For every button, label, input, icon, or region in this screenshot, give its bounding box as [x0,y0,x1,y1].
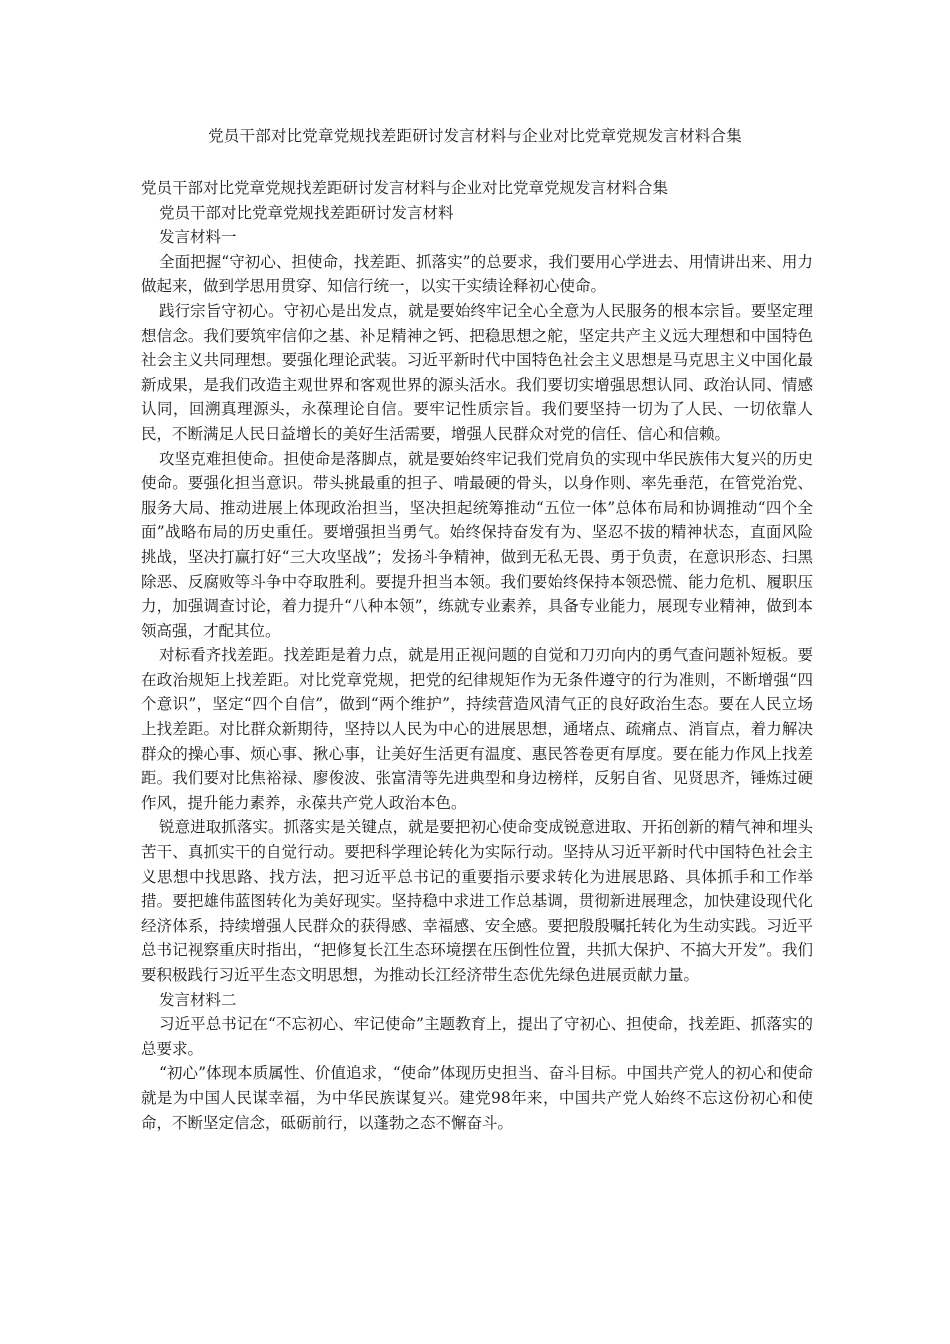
section-label-2: 发言材料二 [159,990,237,1009]
paragraph: 攻坚克难担使命。担使命是落脚点，就是要始终牢记我们党肩负的实现中华民族伟大复兴的历史使命。要强化担当意识。带头挑最重的担子、啃最硬的骨头，以身作则、率先垂范，在管党治党、服务大局、推动进展上体现政治担当，坚决担起统筹推动“五位一体”总体布局和协调推动“四个全面”战略布局的历史重任。要增强担当勇气。始终保持奋发有为、坚忍不拔的精神状态，直面风险挑战，坚决打赢打好“三大攻坚战”；发扬斗争精神，做到无私无畏、勇于负责，在意识形态、扫黑除恶、反腐败等斗争中夺取胜利。要提升担当本领。我们要始终保持本领恐慌、能力危机、履职压力，加强调查讨论，着力提升“八种本领”，练就专业素养，具备专业能力，展现专业精神，做到本领高强，才配其位。 [141,449,813,640]
paragraph: 习近平总书记在“不忘初心、牢记使命”主题教育上，提出了守初心、担使命，找差距、抓落实的总要求。 [141,1015,813,1058]
paragraph: “初心”体现本质属性、价值追求，“使命”体现历史担当、奋斗目标。中国共产党人的初心和使命就是为中国人民谋幸福，为中华民族谋复兴。建党98年来，中国共产党人始终不忘这份初心和使命，不断坚定信念，砥砺前行，以蓬勃之态不懈奋斗。 [141,1064,813,1132]
section-label-1: 发言材料一 [159,228,237,247]
paragraph: 全面把握“守初心、担使命，找差距、抓落实”的总要求，我们要用心学进去、用情讲出来、用力做起来，做到学思用贯穿、知信行统一，以实干实绩诠释初心使命。 [141,252,813,296]
paragraph: 对标看齐找差距。找差距是着力点，就是用正视问题的自觉和刀刃向内的勇气查问题补短板。要在政治规矩上找差距。对比党章党规，把党的纪律规矩作为无条件遵守的行为准则，不断增强“四个意识”，坚定“四个自信”，做到“两个维护”，持续营造风清气正的良好政治生态。要在人民立场上找差距。对比群众新期待，坚持以人民为中心的进展思想，通堵点、疏痛点、消盲点，着力解决群众的操心事、烦心事、揪心事，让美好生活更有温度、惠民答卷更有厚度。要在能力作风上找差距。我们要对比焦裕禄、廖俊波、张富清等先进典型和身边榜样，反躬自省、见贤思齐，锤炼过硬作风，提升能力素养，永葆共产党人政治本色。 [141,646,813,812]
heading-sub: 党员干部对比党章党规找差距研讨发言材料 [159,203,454,222]
document-title: 党员干部对比党章党规找差距研讨发言材料与企业对比党章党规发言材料合集 [208,127,742,145]
heading-main: 党员干部对比党章党规找差距研讨发言材料与企业对比党章党规发言材料合集 [141,179,669,197]
document-body [141,176,813,1135]
paragraph: 践行宗旨守初心。守初心是出发点，就是要始终牢记全心全意为人民服务的根本宗旨。要坚定理想信念。我们要筑牢信仰之基、补足精神之钙、把稳思想之舵，坚定共产主义远大理想和中国特色社会主义共同理想。要强化理论武装。习近平新时代中国特色社会主义思想是马克思主义中国化最新成果，是我们改造主观世界和客观世界的源头活水。我们要切实增强思想认同、政治认同、情感认同，回溯真理源头，永葆理论自信。要牢记性质宗旨。我们要坚持一切为了人民、一切依靠人民，不断满足人民日益增长的美好生活需要，增强人民群众对党的信任、信心和信赖。 [141,301,813,443]
paragraph: 锐意进取抓落实。抓落实是关键点，就是要把初心使命变成锐意进取、开拓创新的精气神和埋头苦干、真抓实干的自觉行动。要把科学理论转化为实际行动。坚持从习近平新时代中国特色社会主义思想中找思路、找方法，把习近平总书记的重要指示要求转化为进展思路、具体抓手和工作举措。要把雄伟蓝图转化为美好现实。坚持稳中求进工作总基调，贯彻新进展理念，加快建设现代化经济体系，持续增强人民群众的获得感、幸福感、安全感。要把殷殷嘱托转化为生动实践。习近平总书记视察重庆时指出，“把修复长江生态环境摆在压倒性位置，共抓大保护、不搞大开发”。我们要积极践行习近平生态文明思想，为推动长江经济带生态优先绿色进展贡献力量。 [141,818,813,984]
